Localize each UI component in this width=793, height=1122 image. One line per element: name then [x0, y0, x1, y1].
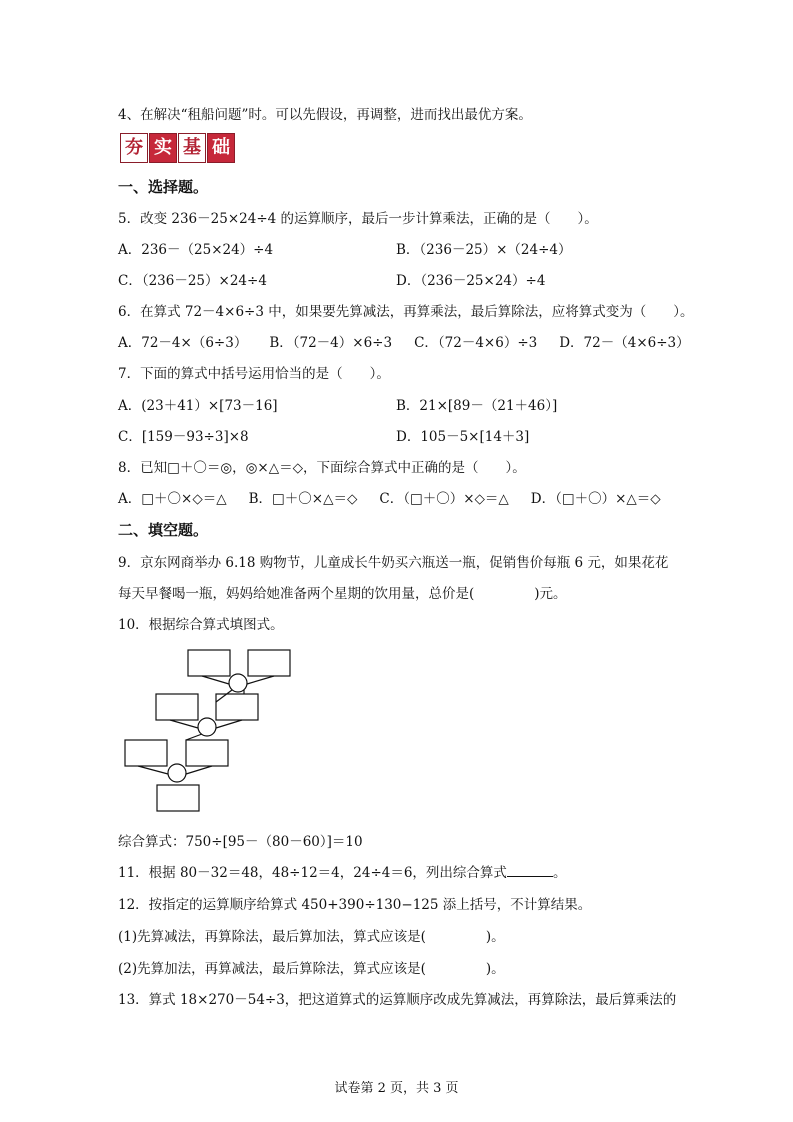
q6-option-a: A．72－4×（6÷3）	[118, 335, 248, 351]
diagram-box[interactable]	[248, 650, 290, 676]
q5-option-d: D．（236－25×24）÷4	[396, 273, 546, 289]
diagram-operator-circle[interactable]	[168, 764, 186, 782]
q12-1-text: (1)先算减法，再算除法，最后算加法，算式应该是(	[118, 929, 426, 945]
diagram-result-box[interactable]	[157, 785, 199, 811]
q9-text: 每天早餐喝一瓶，妈妈给她准备两个星期的饮用量，总价是(	[118, 586, 475, 602]
diagram-box[interactable]	[188, 650, 230, 676]
q12-part-1	[118, 925, 505, 945]
question-9-line2	[118, 582, 567, 602]
question-5: 5．改变 236－25×24÷4 的运算顺序，最后一步计算乘法，正确的是（ ）。	[118, 211, 598, 227]
q11-text-end: 。	[552, 865, 567, 881]
stamp-char: 础	[207, 133, 235, 163]
question-10: 10．根据综合算式填图式。	[118, 617, 284, 633]
diagram-operator-circle[interactable]	[229, 674, 247, 692]
q7-option-d: D．105－5×[14＋3]	[396, 429, 530, 445]
q8-options	[118, 487, 661, 507]
q10-tree-diagram	[110, 640, 310, 820]
question-13: 13．算式 18×270－54÷3，把这道算式的运算顺序改成先算减法，再算除法，最后算乘法的	[118, 992, 677, 1008]
page-footer: 试卷第 2 页，共 3 页	[334, 1081, 459, 1096]
diagram-box[interactable]	[186, 740, 228, 766]
q5-option-b: B．（236－25）×（24÷4）	[396, 242, 572, 258]
q5-option-a: A．236－（25×24）÷4	[118, 242, 274, 258]
q7-option-c: C．[159－93÷3]×8	[118, 429, 249, 445]
q8-option-d: D．（□＋〇）×△＝◇	[530, 491, 661, 507]
q8-option-a: A．□＋〇×◇＝△	[118, 491, 227, 507]
diagram-box[interactable]	[156, 694, 198, 720]
stamp-char: 实	[149, 133, 177, 163]
q7-option-a: A．(23＋41）×[73－16]	[118, 398, 278, 414]
section-stamp	[120, 133, 236, 163]
q6-options	[118, 331, 690, 351]
stamp-char: 夯	[120, 133, 148, 163]
q7-option-b: B．21×[89－（21＋46）]	[396, 398, 558, 414]
section-heading-choice: 一、选择题。	[118, 178, 209, 196]
q6-option-b: B．（72－4）×6÷3	[269, 335, 393, 351]
question-8: 8．已知□＋〇＝◎，◎×△＝◇，下面综合算式中正确的是（ ）。	[118, 460, 526, 476]
question-11	[118, 861, 566, 881]
q12-2-text: (2)先算加法，再算减法，最后算除法，算式应该是(	[118, 961, 426, 977]
q12-1-text-end: )。	[485, 929, 505, 945]
diagram-operator-circle[interactable]	[198, 718, 216, 736]
question-12: 12．按指定的运算顺序给算式 450+390÷130−125 添上括号，不计算结果。	[118, 897, 592, 913]
question-9-line1: 9．京东网商举办 6.18 购物节，儿童成长牛奶买六瓶送一瓶，促销售价每瓶 6 元，如果花花	[118, 555, 669, 571]
q11-text: 11．根据 80－32＝48，48÷12＝4，24÷4＝6，列出综合算式	[118, 865, 507, 881]
stamp-char: 基	[178, 133, 206, 163]
q6-option-d: D．72－（4×6÷3）	[559, 335, 690, 351]
q12-part-2	[118, 957, 505, 977]
q11-answer-blank[interactable]	[507, 864, 553, 877]
q8-option-c: C．（□＋〇）×◇＝△	[379, 491, 509, 507]
question-7: 7．下面的算式中括号运用恰当的是（ ）。	[118, 366, 390, 382]
q8-option-b: B．□＋〇×△＝◇	[248, 491, 358, 507]
diagram-box[interactable]	[125, 740, 167, 766]
tip-4: 4、在解决“租船问题”时。可以先假设，再调整，进而找出最优方案。	[118, 107, 532, 123]
question-6: 6．在算式 72－4×6÷3 中，如果要先算减法，再算乘法，最后算除法，应将算式变为（ ）。	[118, 304, 694, 320]
section-heading-fill: 二、填空题。	[118, 521, 209, 539]
q5-option-c: C．（236－25）×24÷4	[118, 273, 267, 289]
q6-option-c: C．（72－4×6）÷3	[414, 335, 538, 351]
q12-2-text-end: )。	[485, 961, 505, 977]
q9-text-end: )元。	[534, 586, 567, 602]
q10-formula: 综合算式：750÷[95－（80－60）]＝10	[118, 834, 363, 850]
